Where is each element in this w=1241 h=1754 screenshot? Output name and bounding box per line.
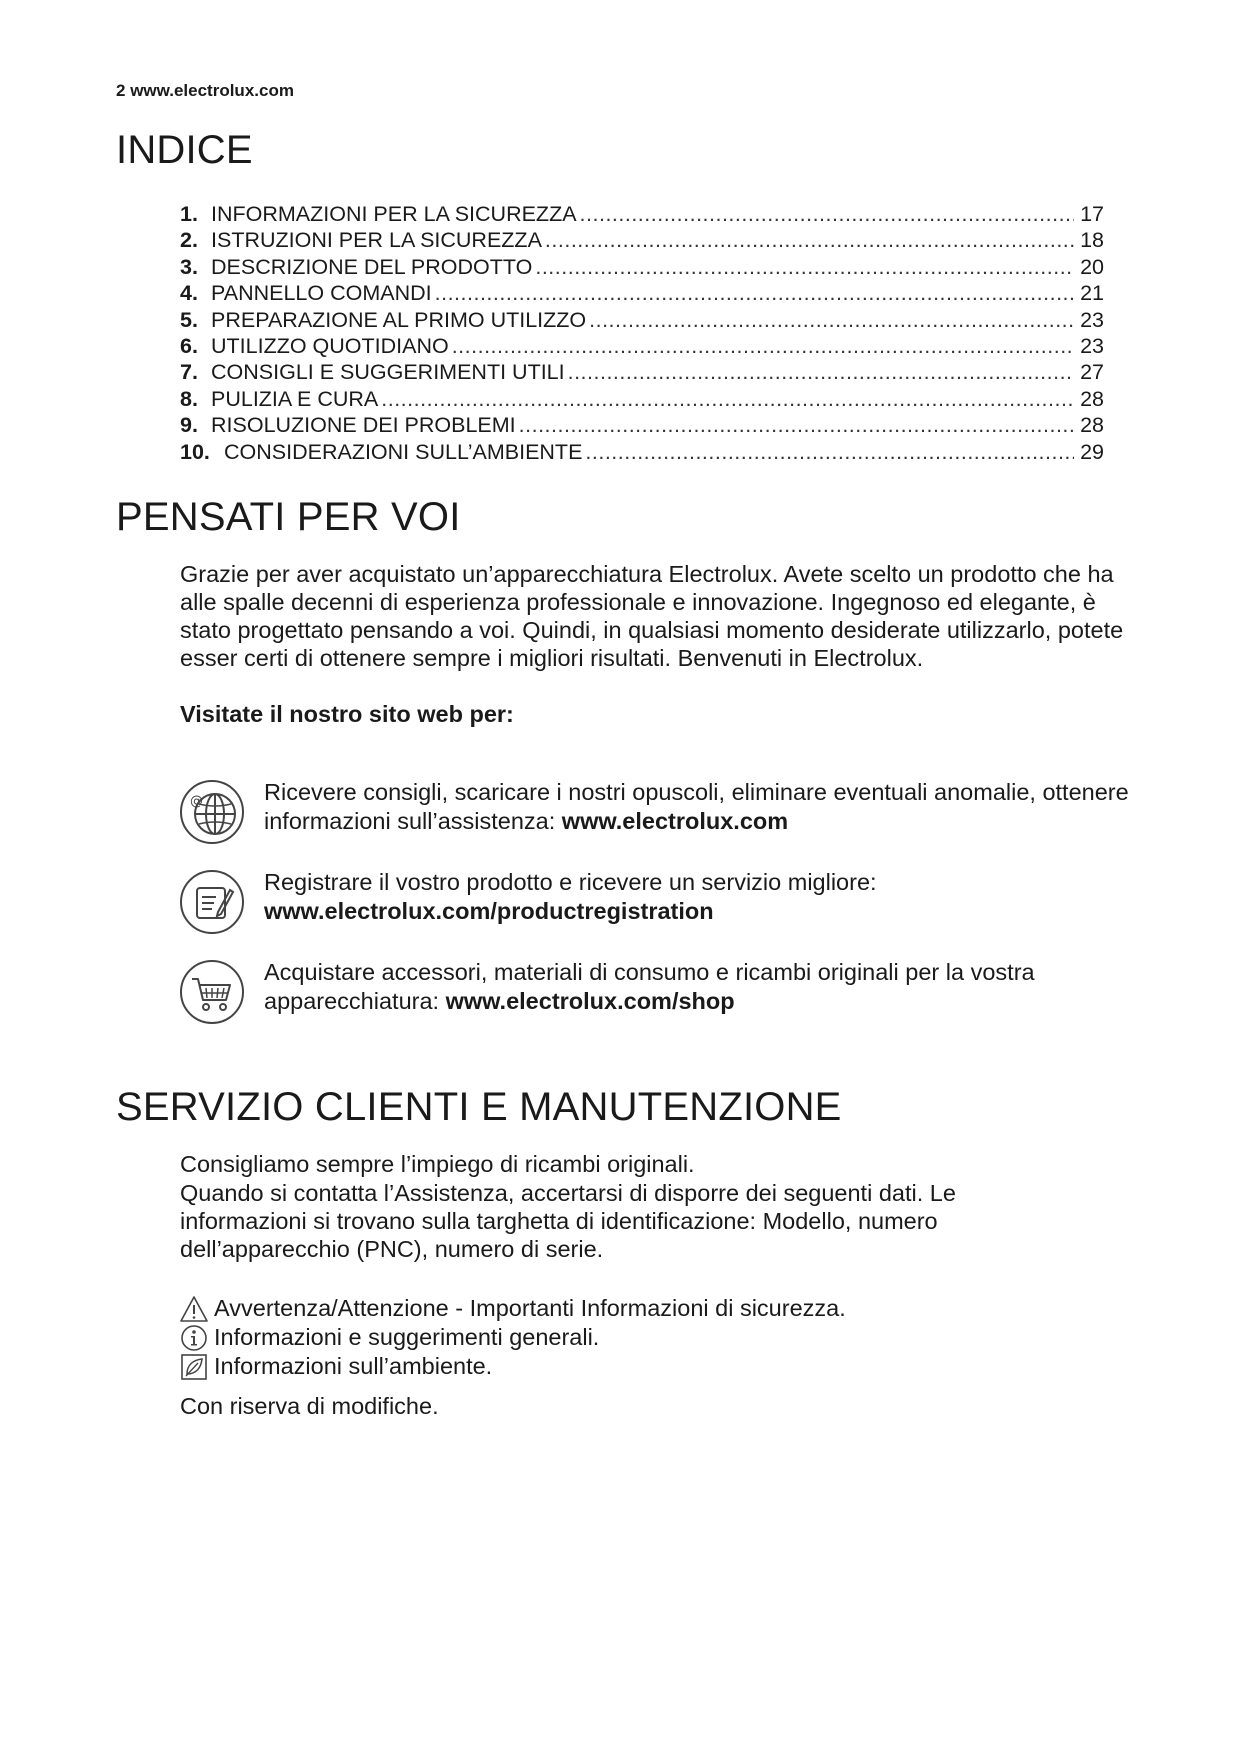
service-paragraph-1: Consigliamo sempre l’impiego di ricambi originali. (180, 1151, 695, 1177)
toc-item[interactable]: 2. ISTRUZIONI PER LA SICUREZZA ..... 18 (180, 228, 1104, 254)
toc-item-title: DESCRIZIONE DEL PRODOTTO (211, 254, 533, 279)
page-number: 2 (116, 81, 126, 100)
globe-icon (178, 778, 248, 848)
page-header (116, 81, 294, 101)
info-icon (180, 1324, 208, 1352)
table-of-contents (180, 202, 1104, 466)
environment-icon (180, 1353, 208, 1381)
link-url-registration[interactable]: www.electrolux.com/productregistration (264, 898, 714, 924)
toc-item[interactable]: 1. INFORMAZIONI PER LA SICUREZZA ..... 17 (180, 202, 1104, 228)
toc-item[interactable]: 8. PULIZIA E CURA ..... 28 (180, 387, 1104, 413)
toc-leader (452, 334, 1074, 359)
link-url-shop[interactable]: www.electrolux.com/shop (445, 988, 735, 1014)
toc-leader (381, 387, 1074, 412)
toc-item[interactable]: 10. CONSIDERAZIONI SULL’AMBIENTE ..... 29 (180, 440, 1104, 466)
toc-leader (589, 308, 1074, 333)
toc-item[interactable]: 6. UTILIZZO QUOTIDIANO ..... 23 (180, 334, 1104, 360)
toc-item-page: 23 (1080, 307, 1104, 332)
service-paragraph-2: Quando si contatta l’Assistenza, accertarsi di disporre dei seguenti dati. Le informazioni si trovano sulla targhetta di identificazione: Modello, numero dell’apparecchio (PNC), numero di serie. (180, 1180, 956, 1262)
link-text-support: Ricevere consigli, scaricare i nostri opuscoli, eliminare eventuali anomalie, ottenere informazioni sull’assistenza: www.electrolux.com (264, 779, 1129, 834)
toc-leader (519, 413, 1074, 438)
link-text-registration: Registrare il vostro prodotto e ricevere un servizio migliore: www.electrolux.com/productregistration (264, 869, 877, 924)
intro-paragraph: Grazie per aver acquistato un’apparecchiatura Electrolux. Avete scelto un prodotto che ha alle spalle decenni di esperienza professionale e innovazione. Ingegnoso ed elegante, è stato progettato pensando a voi. Quindi, in qualsiasi momento desiderate utilizzarlo, potete esser certi di ottenere sempre i migliori risultati. Benvenuti in Electrolux. (180, 561, 1124, 671)
toc-item-title: ISTRUZIONI PER LA SICUREZZA (211, 228, 542, 253)
toc-item-page: 28 (1080, 386, 1104, 411)
service-title: SERVIZIO CLIENTI E MANUTENZIONE (116, 1085, 842, 1129)
toc-item-title: UTILIZZO QUOTIDIANO (211, 333, 449, 358)
toc-item-page: 28 (1080, 413, 1104, 438)
footer-note: Con riserva di modifiche. (180, 1393, 439, 1419)
toc-leader (580, 202, 1074, 227)
toc-item-page: 23 (1080, 333, 1104, 358)
link-text-shop: Acquistare accessori, materiali di consumo e ricambi originali per la vostra apparecchiatura: www.electrolux.com/shop (264, 959, 1035, 1014)
legend-item-environment: Informazioni sull’ambiente. (180, 1352, 1080, 1381)
shopping-cart-icon (178, 958, 248, 1028)
toc-item-title: RISOLUZIONE DEI PROBLEMI (211, 413, 516, 438)
visit-label: Visitate il nostro sito web per: (180, 701, 514, 727)
header-site[interactable]: www.electrolux.com (130, 81, 294, 100)
legend-item-warning: Avvertenza/Attenzione - Importanti Informazioni di sicurezza. (180, 1294, 1080, 1323)
toc-item[interactable]: 7. CONSIGLI E SUGGERIMENTI UTILI ..... 27 (180, 360, 1104, 386)
toc-leader (545, 228, 1074, 253)
toc-leader (585, 440, 1074, 465)
warning-icon (180, 1295, 208, 1323)
link-url-support[interactable]: www.electrolux.com (561, 808, 789, 834)
toc-item-page: 18 (1080, 228, 1104, 253)
toc-item-title: PREPARAZIONE AL PRIMO UTILIZZO (211, 307, 587, 332)
toc-item-title: PULIZIA E CURA (211, 386, 379, 411)
toc-item-page: 17 (1080, 202, 1104, 226)
index-title: INDICE (116, 128, 253, 172)
toc-leader (435, 281, 1074, 306)
toc-item[interactable]: 3. DESCRIZIONE DEL PRODOTTO ..... 20 (180, 255, 1104, 281)
toc-item-title: PANNELLO COMANDI (211, 281, 432, 306)
toc-item-page: 29 (1080, 439, 1104, 464)
legend-item-info: Informazioni e suggerimenti generali. (180, 1323, 1080, 1352)
toc-item-page: 20 (1080, 254, 1104, 279)
toc-item-title: CONSIDERAZIONI SULL’AMBIENTE (224, 439, 583, 464)
svg-text:@: @ (190, 794, 203, 809)
toc-item[interactable]: 9. RISOLUZIONE DEI PROBLEMI ..... 28 (180, 413, 1104, 439)
toc-item-page: 21 (1080, 281, 1104, 306)
registration-icon (178, 868, 248, 938)
toc-item-title: INFORMAZIONI PER LA SICUREZZA (211, 202, 577, 226)
toc-leader (535, 255, 1074, 280)
toc-item-page: 27 (1080, 360, 1104, 385)
toc-item[interactable]: 4. PANNELLO COMANDI ..... 21 (180, 281, 1104, 307)
thought-for-you-title: PENSATI PER VOI (116, 495, 461, 539)
toc-item[interactable]: 5. PREPARAZIONE AL PRIMO UTILIZZO ..... 23 (180, 308, 1104, 334)
toc-leader (568, 360, 1074, 385)
toc-item-title: CONSIGLI E SUGGERIMENTI UTILI (211, 360, 565, 385)
symbol-legend (180, 1294, 1080, 1381)
